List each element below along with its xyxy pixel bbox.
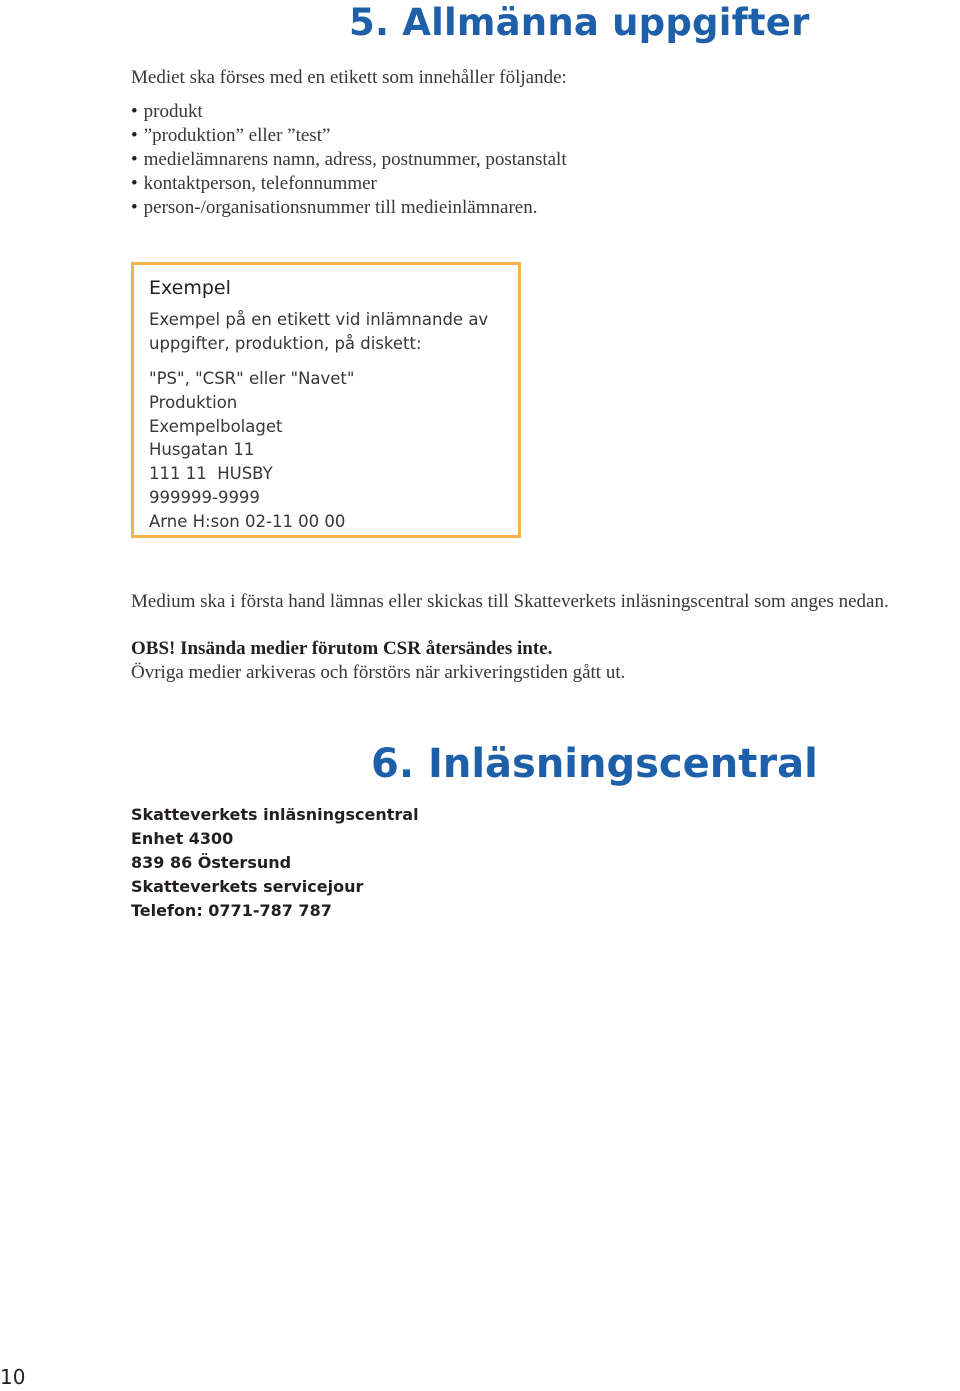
- example-line: "PS", "CSR" eller "Navet": [149, 369, 355, 388]
- example-line: 111 11 HUSBY: [149, 464, 273, 484]
- page-number: 10: [0, 1365, 26, 1389]
- address-line: Skatteverkets servicejour: [131, 877, 364, 896]
- address-line: 839 86 Östersund: [131, 853, 292, 872]
- example-line: Husgatan 11: [149, 440, 255, 460]
- list-item: • ”produktion” eller ”test”: [131, 124, 567, 148]
- phone-line: Telefon: 0771-787 787: [131, 901, 332, 920]
- example-line: 999999-9999: [149, 487, 260, 507]
- list-item: • medielämnarens namn, adress, postnummer, postanstalt: [131, 148, 567, 172]
- list-item: • kontaktperson, telefonnummer: [131, 172, 567, 196]
- address-line: Enhet 4300: [131, 829, 234, 848]
- archive-notice: Övriga medier arkiveras och förstörs när arkiveringstiden gått ut.: [131, 662, 626, 683]
- list-item: • produkt: [131, 100, 567, 124]
- section-6-title: 6. Inläsningscentral: [371, 741, 818, 787]
- medium-submission-text: Medium ska i första hand lämnas eller skickas till Skatteverkets inläsningscentral som anges nedan.: [131, 591, 889, 612]
- list-item: • person-/organisationsnummer till medieinlämnaren.: [131, 196, 567, 220]
- address-line: Skatteverkets inläsningscentral: [131, 805, 419, 824]
- example-line: Exempelbolaget: [149, 416, 283, 436]
- section-5-title: 5. Allmänna uppgifter: [349, 1, 810, 44]
- example-box: [131, 262, 521, 538]
- example-line: Arne H:son 02-11 00 00: [149, 511, 346, 531]
- address-block: [131, 803, 419, 923]
- obs-notice: OBS! Insända medier förutom CSR återsändes inte.: [131, 638, 553, 659]
- example-line: Produktion: [149, 392, 238, 412]
- label-requirements-list: [131, 100, 567, 220]
- example-heading: Exempel: [149, 277, 231, 299]
- label-intro: Mediet ska förses med en etikett som innehåller följande:: [131, 67, 567, 88]
- example-label-lines: [149, 367, 355, 534]
- example-description: Exempel på en etikett vid inlämnande av uppgifter, produktion, på diskett:: [149, 310, 489, 353]
